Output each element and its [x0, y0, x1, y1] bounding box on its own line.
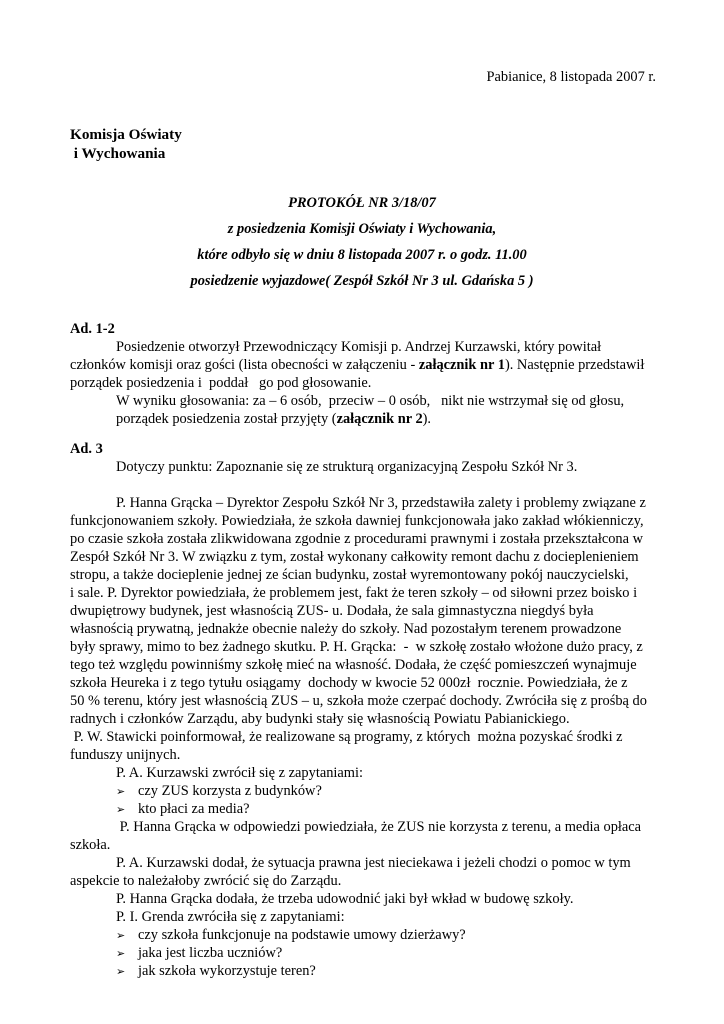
ad3-intro: Dotyczy punktu: Zapoznanie się ze strukturą organizacyjną Zespołu Szkół Nr 3.	[116, 459, 578, 475]
protocol-subtitle-2: które odbyło się w dniu 8 listopada 2007 r. o godz. 11.00	[197, 247, 527, 263]
ad3-body-line: dwupiętrowy budynek, jest własnością ZUS- u. Dodała, że sala gimnastyczna niegdyś była	[70, 603, 594, 619]
section-heading-ad3: Ad. 3	[70, 441, 103, 457]
kurzawski-question-intro: P. A. Kurzawski zwrócił się z zapytaniami:	[116, 765, 363, 781]
ad12-para1-line2	[70, 356, 660, 375]
list-item	[116, 962, 706, 982]
grenda-question-intro: P. I. Grenda zwróciła się z zapytaniami:	[116, 909, 345, 925]
arrow-bullet-icon: ➢	[116, 966, 126, 978]
stawicki-line1: P. W. Stawicki poinformował, że realizowane są programy, z których można pozyskać środki z	[70, 729, 623, 745]
section-heading-ad12: Ad. 1-2	[70, 321, 115, 337]
text-run: ).	[422, 411, 432, 427]
list-item	[116, 782, 706, 802]
ad3-body-line: tego też względu powinniśmy szkołę mieć na własność. Dodała, że część pomieszczeń wynajmuje	[70, 657, 637, 673]
ad3-body-line: stropu, a także docieplenie jednej ze ścian budynku, został wyremontowany pokój nauczycielski,	[70, 567, 629, 583]
list-item-text: jaka jest liczba uczniów?	[138, 945, 283, 961]
arrow-bullet-icon: ➢	[116, 930, 126, 942]
ad3-body-line: funkcjonowaniem szkoły. Powiedziała, że szkoła dawniej funkcjonowała jako zakład włókienniczy,	[70, 513, 644, 529]
attachment-ref-1: załącznik nr 1	[418, 357, 505, 373]
ad3-body-line: 50 % terenu, który jest własnością ZUS – u, szkoła może czerpać dochody. Zwróciła się z prośbą do	[70, 693, 647, 709]
list-item-text: jak szkoła wykorzystuje teren?	[138, 963, 316, 979]
ad3-body-line: były sprawy, mimo to bez żadnego skutku. P. H. Grącka: - w szkołę zostało włożone dużo pracy, z	[70, 639, 643, 655]
gracka-answer-line1: P. Hanna Grącka w odpowiedzi powiedziała, że ZUS nie korzysta z terenu, a media opłaca	[116, 819, 642, 835]
list-item-text: czy szkoła funkcjonuje na podstawie umowy dzierżawy?	[138, 927, 466, 943]
gracka-addition: P. Hanna Grącka dodała, że trzeba udowodnić jaki był wkład w budowę szkoły.	[116, 891, 574, 907]
stawicki-line2: funduszy unijnych.	[70, 747, 181, 763]
protocol-subtitle-3: posiedzenie wyjazdowe( Zespół Szkół Nr 3 ul. Gdańska 5 )	[190, 273, 534, 289]
place-date: Pabianice, 8 listopada 2007 r.	[486, 69, 656, 85]
ad12-para2-line2	[116, 410, 706, 429]
ad3-body-line: radnych i członków Zarządu, aby budynki stały się własnością Powiatu Pabianickiego.	[70, 711, 570, 727]
arrow-bullet-icon: ➢	[116, 804, 126, 816]
ad3-body-line: P. Hanna Grącka – Dyrektor Zespołu Szkół Nr 3, przedstawiła zalety i problemy związane z	[116, 495, 646, 511]
list-item	[116, 944, 706, 964]
kurzawski-addition-line2: aspekcie to należałoby zwrócić się do Zarządu.	[70, 873, 342, 889]
ad3-body-line: szkoła Heureka i z tego tytułu osiągamy dochody w kwocie 52 000zł rocznie. Powiedziała, że z	[70, 675, 628, 691]
protocol-subtitle-1: z posiedzenia Komisji Oświaty i Wychowania,	[227, 221, 497, 237]
ad3-body-line: własnością prywatną, jednakże obecnie należy do szkoły. Nad pozostałym terenem prowadzone	[70, 621, 622, 637]
text-run: członków komisji oraz gości (lista obecności w załączeniu -	[70, 357, 419, 373]
gracka-answer-line2: szkoła.	[70, 837, 111, 853]
ad3-body-line: Zespół Szkół Nr 3. W związku z tym, został wykonany całkowity remont dachu z docieplenieniem	[70, 549, 639, 565]
ad12-para1-line1: Posiedzenie otworzył Przewodniczący Komisji p. Andrzej Kurzawski, który powitał	[116, 339, 602, 355]
list-item	[116, 926, 706, 946]
committee-name-line1: Komisja Oświaty	[70, 126, 182, 143]
arrow-bullet-icon: ➢	[116, 948, 126, 960]
list-item	[116, 800, 706, 820]
text-run: porządek posiedzenia został przyjęty (	[116, 411, 337, 427]
kurzawski-addition-line1: P. A. Kurzawski dodał, że sytuacja prawna jest nieciekawa i jeżeli chodzi o pomoc w tym	[116, 855, 631, 871]
arrow-bullet-icon: ➢	[116, 786, 126, 798]
protocol-title: PROTOKÓŁ NR 3/18/07	[288, 195, 436, 211]
ad3-body-line: i sale. P. Dyrektor powiedziała, że problemem jest, fakt że teren szkoły – od siłowni przez boisko i	[70, 585, 638, 601]
text-run: ). Następnie przedstawił	[504, 357, 645, 373]
ad12-para2-line1: W wyniku głosowania: za – 6 osób, przeciw – 0 osób, nikt nie wstrzymał się od głosu,	[116, 393, 625, 409]
attachment-ref-2: załącznik nr 2	[336, 411, 423, 427]
list-item-text: czy ZUS korzysta z budynków?	[138, 783, 322, 799]
ad12-para1-line3: porządek posiedzenia i poddał go pod głosowanie.	[70, 375, 372, 391]
ad3-body-line: po czasie szkoła została zlikwidowana zgodnie z procedurami prawnymi i została przekształcona w	[70, 531, 643, 547]
list-item-text: kto płaci za media?	[138, 801, 250, 817]
committee-name-line2: i Wychowania	[70, 145, 166, 162]
